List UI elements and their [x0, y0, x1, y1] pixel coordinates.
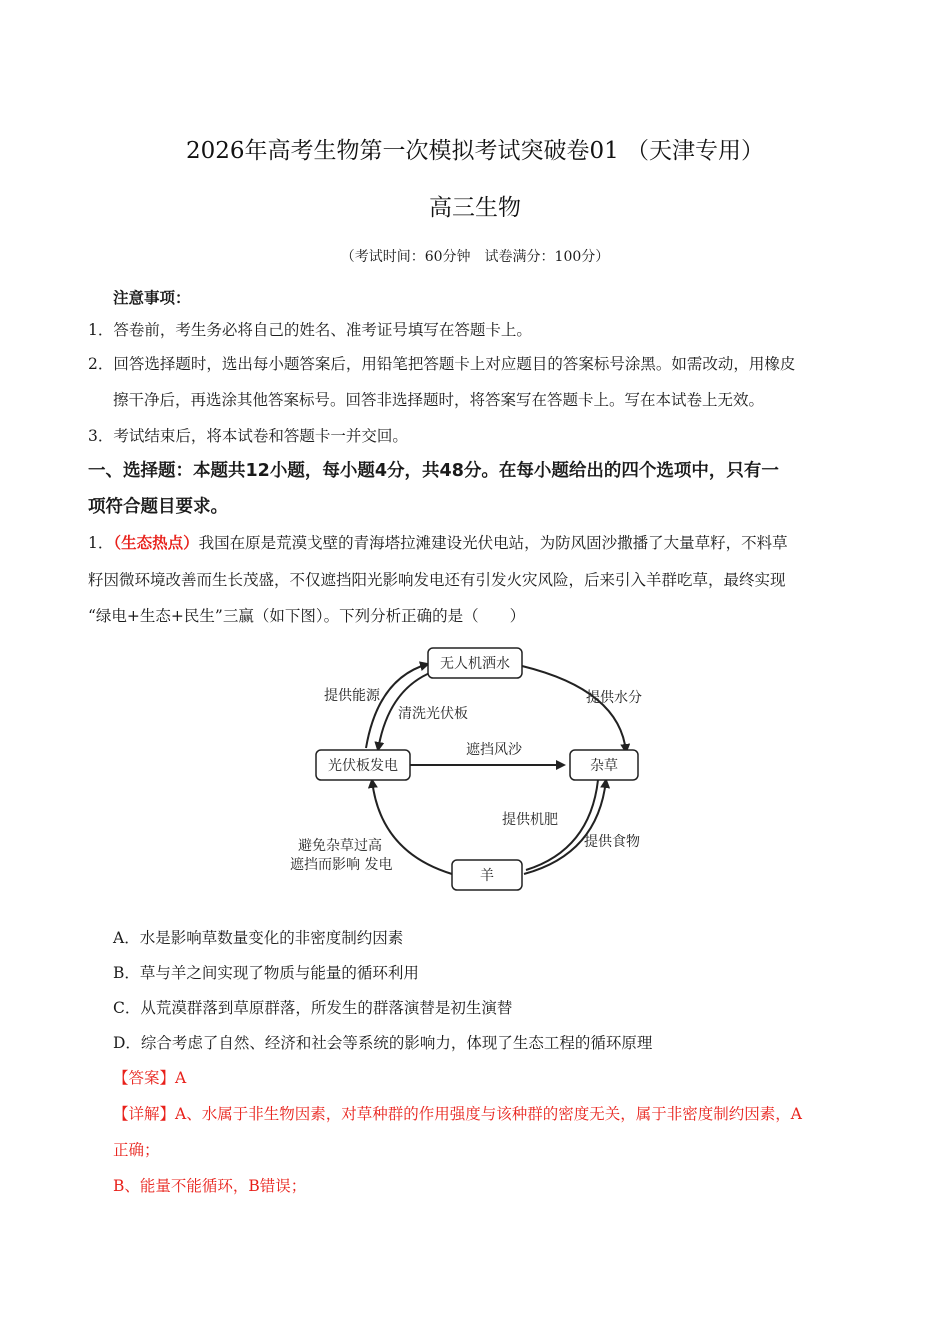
question-line-2: 籽因微环境改善而生长茂盛，不仅遮挡阳光影响发电还有引发火灾风险，后来引入羊群吃草，最终实现: [88, 571, 786, 589]
label-avoid-line-2: 遮挡而影响 发电: [290, 857, 393, 873]
ecology-cycle-diagram: [0, 640, 950, 900]
option-c: C．从荒漠群落到草原群落，所发生的群落演替是初生演替: [113, 999, 513, 1017]
answer-detail-line-3: B、能量不能循环，B错误；: [113, 1177, 307, 1195]
notice-item-3: 3．考试结束后，将本试卷和答题卡一并交回。: [88, 427, 408, 445]
node-sheep: 羊: [480, 868, 494, 884]
node-pv: 光伏板发电: [328, 758, 398, 774]
question-tag: （生态热点）: [113, 534, 199, 552]
section-heading-line-2: 项符合题目要求。: [88, 497, 228, 517]
option-a: A．水是影响草数量变化的非密度制约因素: [113, 929, 404, 947]
question-text-1: 我国在原是荒漠戈壁的青海塔拉滩建设光伏电站，为防风固沙撒播了大量草籽，不料草: [198, 534, 788, 552]
label-block-sand: 遮挡风沙: [466, 742, 522, 758]
label-supply-energy: 提供能源: [324, 688, 380, 704]
node-drone-water: 无人机洒水: [440, 656, 510, 672]
option-b: B．草与羊之间实现了物质与能量的循环利用: [113, 964, 419, 982]
label-supply-water: 提供水分: [586, 690, 642, 706]
label-avoid-line-1: 避免杂草过高: [298, 838, 382, 854]
question-line-1: [88, 531, 788, 555]
label-clean-panel: 清洗光伏板: [398, 706, 468, 722]
answer-detail-line-1: 【详解】A、水属于非生物因素，对草种群的作用强度与该种群的密度无关，属于非密度制约因素，A: [113, 1105, 802, 1123]
option-d: D．综合考虑了自然、经济和社会等系统的影响力，体现了生态工程的循环原理: [113, 1034, 653, 1052]
notice-item-2-line-2: 擦干净后，再选涂其他答案标号。回答非选择题时，将答案写在答题卡上。写在本试卷上无效。: [113, 391, 765, 409]
notice-heading: 注意事项：: [113, 289, 191, 307]
question-number: 1．: [88, 534, 114, 552]
question-line-3: “绿电+生态+民生”三赢（如下图）。下列分析正确的是（ ）: [88, 607, 526, 625]
page-title: 2026年高考生物第一次模拟考试突破卷01 （天津专用）: [185, 138, 765, 164]
answer-label: 【答案】A: [113, 1069, 187, 1087]
label-food: 提供食物: [584, 834, 640, 850]
arc-top-to-right: [522, 666, 626, 752]
answer-detail-line-2: 正确；: [113, 1141, 160, 1159]
node-weed: 杂草: [590, 758, 618, 774]
section-heading-line-1: 一、选择题：本题共12小题，每小题4分，共48分。在每小题给出的四个选项中，只有一: [88, 461, 779, 481]
page-subtitle: 高三生物: [429, 195, 521, 221]
exam-info: （考试时间：60分钟 试卷满分：100分）: [340, 249, 610, 265]
notice-item-1: 1．答卷前，考生务必将自己的姓名、准考证号填写在答题卡上。: [88, 321, 532, 339]
notice-item-2-line-1: 2．回答选择题时，选出每小题答案后，用铅笔把答题卡上对应题目的答案标号涂黑。如需改动，用橡皮: [88, 355, 796, 373]
label-manure: 提供机肥: [502, 812, 558, 828]
